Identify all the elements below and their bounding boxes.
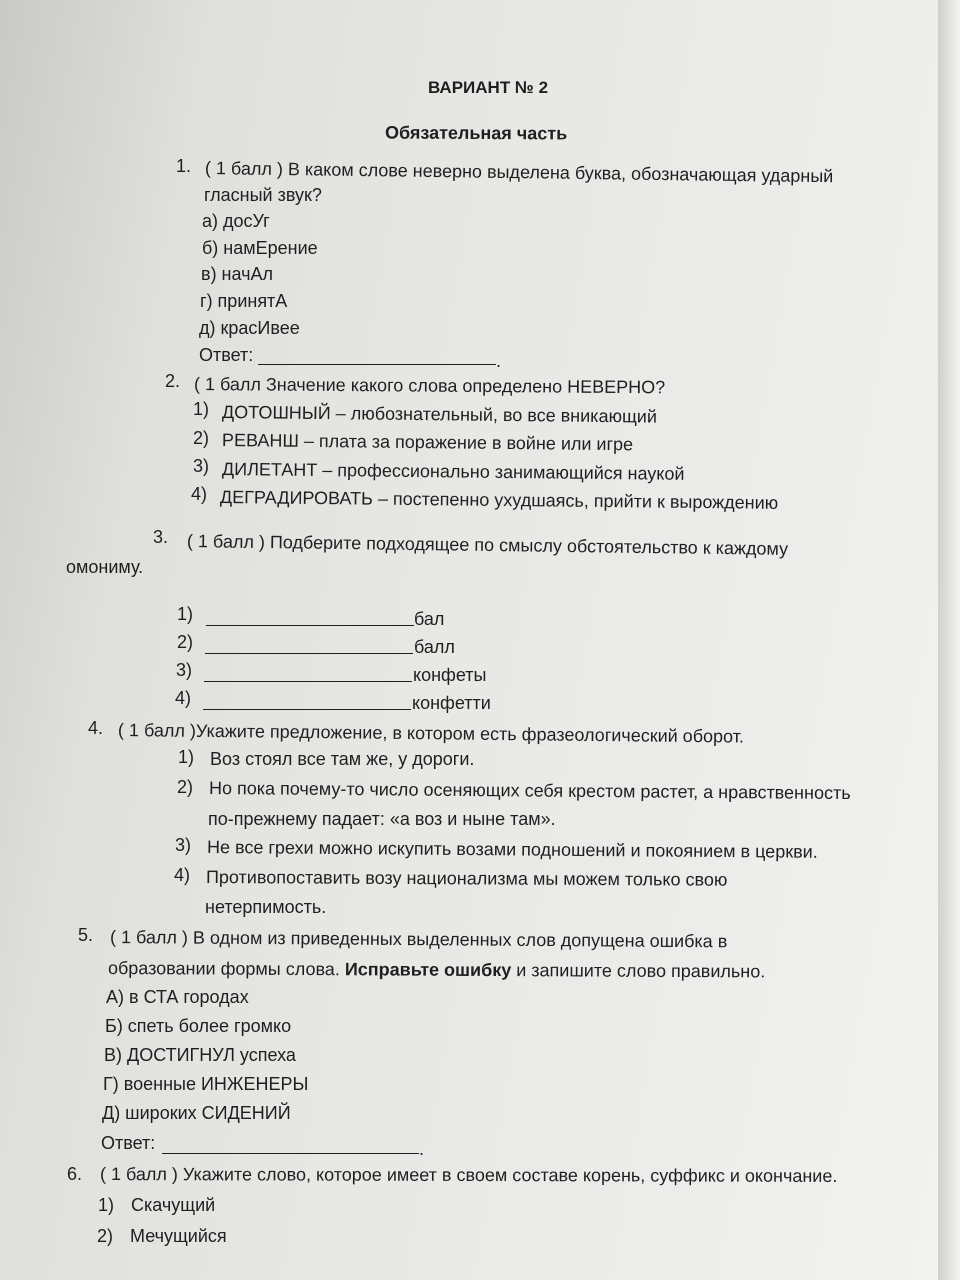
answer-blank[interactable]: [258, 364, 496, 365]
question-number: 4.: [88, 718, 104, 738]
item-number: 3): [176, 660, 193, 680]
option-number: 2): [177, 777, 194, 797]
homonym-word: балл: [414, 637, 455, 657]
homonym-word: конфеты: [413, 665, 487, 685]
question-text: ( 1 балл ) В каком слове неверно выделена буква, обозначающая ударный: [204, 158, 834, 187]
option: а) досУг: [202, 211, 270, 231]
option: ДОТОШНЫЙ – любознательный, во все вникающий: [221, 402, 658, 427]
question-text-part: образовании формы слова.: [107, 958, 345, 980]
homonym-word: бал: [414, 609, 445, 629]
option-number: 4): [191, 484, 208, 504]
answer-blank[interactable]: [203, 709, 411, 710]
answer-blank[interactable]: [204, 681, 412, 682]
option: Д) широких СИДЕНИЙ: [102, 1103, 291, 1123]
option: г) принятА: [200, 291, 288, 311]
question-text-part: и запишите слово правильно.: [511, 960, 766, 982]
option: А) в СТА городах: [106, 987, 249, 1007]
question-text: омониму.: [66, 557, 144, 577]
question-text: [108, 957, 765, 982]
section-title: Обязательная часть: [384, 122, 568, 144]
option-number: 1): [193, 399, 210, 419]
option-continued: по-прежнему падает: «а воз и ныне там».: [208, 809, 556, 829]
option: ДЕГРАДИРОВАТЬ – постепенно ухудшаясь, прийти к вырождению: [219, 487, 779, 513]
question-number: 1.: [176, 156, 192, 176]
option: Противопоставить возу национализма мы можем только свою: [205, 867, 728, 890]
option: Воз стоял все там же, у дороги.: [210, 749, 475, 769]
item-number: 4): [175, 688, 192, 708]
option: Скачущий: [131, 1195, 216, 1215]
option-number: 1): [98, 1195, 115, 1215]
option-number: 2): [97, 1226, 114, 1246]
answer-end: .: [496, 351, 502, 371]
answer-end: .: [419, 1139, 425, 1159]
answer-blank[interactable]: [162, 1153, 419, 1154]
question-number: 3.: [153, 527, 169, 547]
question-text: ( 1 балл ) Подберите подходящее по смыслу обстоятельство к каждому: [186, 531, 789, 559]
question-text-emphasis: Исправьте ошибку: [344, 959, 512, 981]
answer-blank[interactable]: [206, 625, 414, 626]
option: б) намЕрение: [202, 238, 318, 258]
variant-title: ВАРИАНТ № 2: [428, 78, 549, 97]
option: в) начАл: [201, 264, 273, 284]
question-text: ( 1 балл )Укажите предложение, в котором есть фразеологический оборот.: [117, 720, 745, 747]
question-text: ( 1 балл Значение какого слова определено НЕВЕРНО?: [193, 374, 666, 398]
question-text: ( 1 балл ) В одном из приведенных выделенных слов допущена ошибка в: [109, 927, 728, 952]
question-text: ( 1 балл ) Укажите слово, которое имеет в своем составе корень, суффикс и окончание.: [99, 1164, 838, 1186]
option-number: 1): [178, 747, 195, 767]
homonym-word: конфетти: [412, 693, 491, 713]
option: ДИЛЕТАНТ – профессионально занимающийся наукой: [221, 459, 685, 484]
question-text: гласный звук?: [204, 185, 322, 205]
option-number: 3): [175, 835, 192, 855]
option-continued: нетерпимость.: [205, 897, 327, 917]
option-number: 2): [193, 428, 210, 448]
option-number: 4): [174, 865, 191, 885]
item-number: 2): [177, 632, 194, 652]
option: Б) спеть более громко: [105, 1016, 292, 1036]
item-number: 1): [177, 604, 194, 624]
question-number: 2.: [165, 371, 181, 391]
option-number: 3): [193, 456, 210, 476]
question-number: 6.: [67, 1164, 83, 1184]
answer-blank[interactable]: [205, 653, 413, 654]
option: В) ДОСТИГНУЛ успеха: [104, 1045, 296, 1065]
option: Не все грехи можно искупить возами подношений и покоянием в церкви.: [206, 837, 818, 862]
option: д) красИвее: [199, 318, 300, 338]
option: Но пока почему-то число осеняющих себя крестом растет, а нравственность: [208, 778, 851, 804]
answer-label: Ответ:: [199, 345, 254, 365]
option: Мечущийся: [130, 1226, 227, 1246]
page-edge-shadow: [938, 0, 960, 1280]
answer-label: Ответ:: [101, 1133, 156, 1153]
question-number: 5.: [78, 925, 94, 945]
option: РЕВАНШ – плата за поражение в войне или игре: [221, 430, 634, 455]
option: Г) военные ИНЖЕНЕРЫ: [103, 1074, 309, 1094]
